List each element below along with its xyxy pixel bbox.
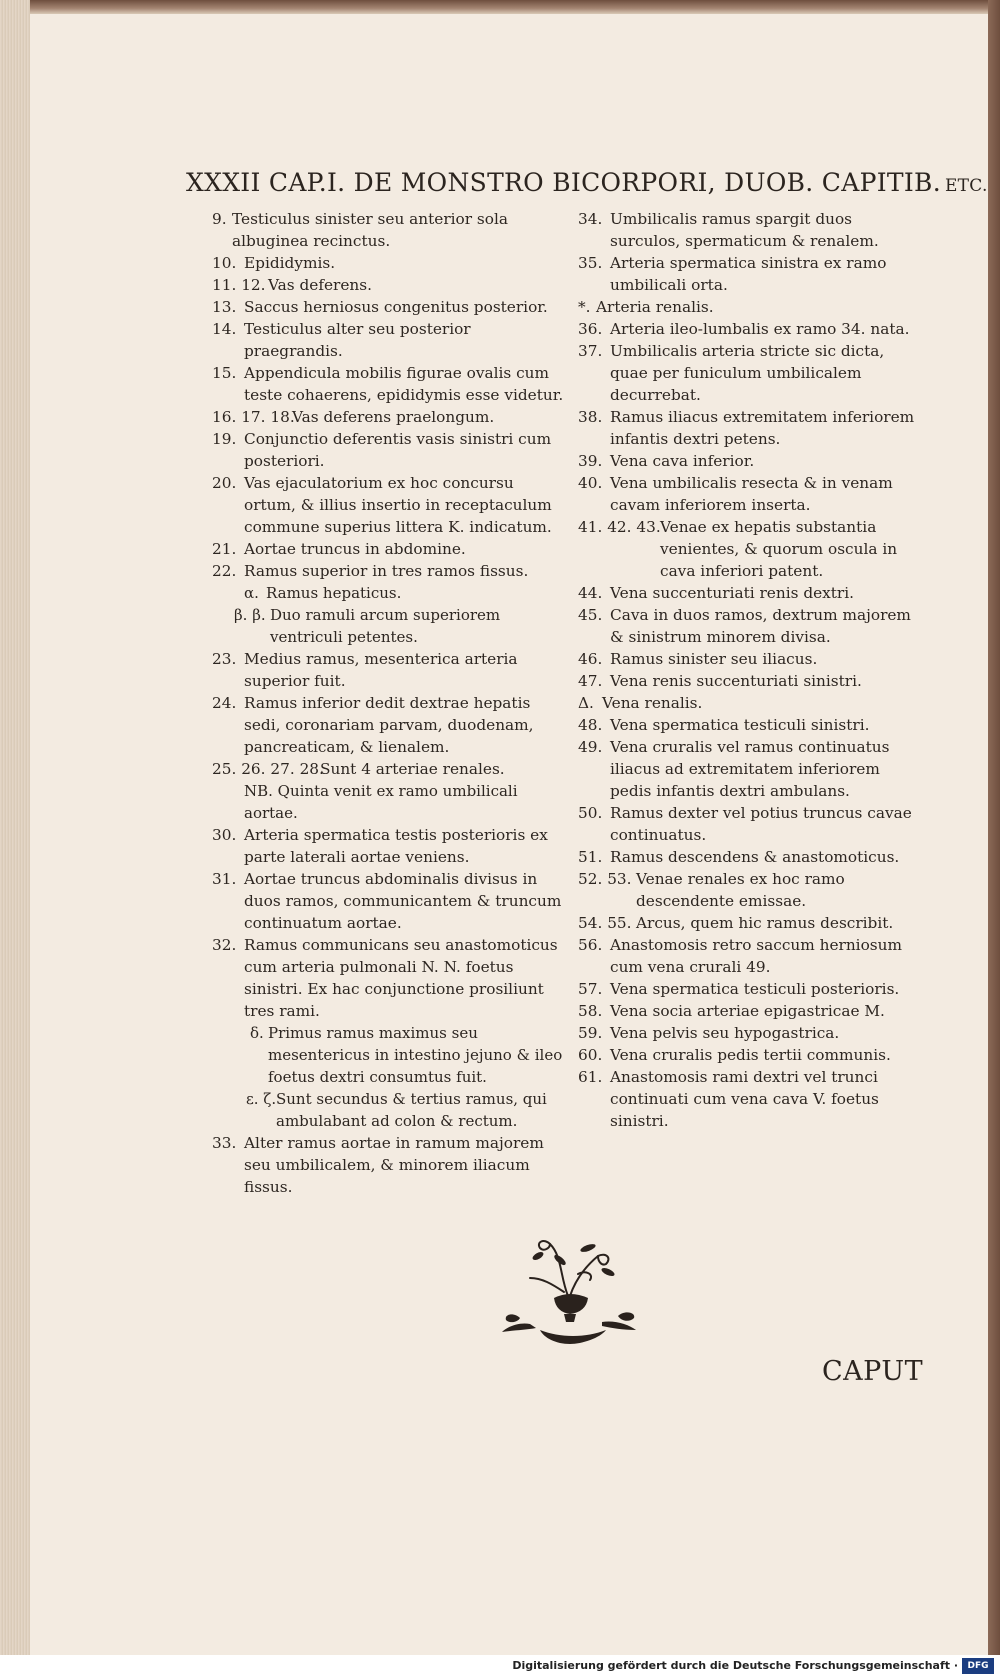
legend-entry <box>212 252 564 274</box>
entry-number: δ. <box>250 1024 264 1042</box>
entry-text: Duo ramuli arcum superiorem ventriculi petentes. <box>270 606 501 646</box>
legend-entry <box>578 604 923 648</box>
header-title: XXXII CAP.I. DE MONSTRO BICORPORI, DUOB. CAPITIB. <box>186 168 941 197</box>
entry-text: Ramus superior in tres ramos fissus. <box>244 562 529 580</box>
legend-entry <box>578 934 923 978</box>
running-header <box>186 168 988 197</box>
entry-text: Arteria renalis. <box>596 298 714 316</box>
entry-number: 48. <box>578 716 603 734</box>
legend-entry <box>212 208 564 252</box>
entry-text: Cava in duos ramos, dextrum majorem & sinistrum minorem divisa. <box>610 606 911 646</box>
entry-number: β. β. <box>234 606 266 624</box>
entry-number: 50. <box>578 804 603 822</box>
entry-text: Testiculus alter seu posterior praegrandis. <box>244 320 471 360</box>
entry-text: Ramus inferior dedit dextrae hepatis sedi, coronariam parvam, duodenam, pancreaticam, & lienalem. <box>244 694 534 756</box>
entry-number: 47. <box>578 672 603 690</box>
entry-number: 51. <box>578 848 603 866</box>
entry-text: Vena umbilicalis resecta & in venam cavam inferiorem inserta. <box>610 474 893 514</box>
entry-number: 57. <box>578 980 603 998</box>
legend-entry <box>212 560 564 582</box>
legend-entry <box>578 648 923 670</box>
legend-entry <box>578 208 923 252</box>
entry-text: Aortae truncus abdominalis divisus in duos ramos, communicantem & truncum continuatum aortae. <box>244 870 562 932</box>
book-cover-right <box>988 0 1000 1655</box>
legend-entry <box>578 450 923 472</box>
entry-text: Testiculus sinister seu anterior sola albuginea recinctus. <box>232 210 508 250</box>
legend-subentry <box>212 1022 564 1088</box>
entry-number: 56. <box>578 936 603 954</box>
entry-number: 49. <box>578 738 603 756</box>
vignette-ornament-icon <box>490 1226 650 1346</box>
entry-number: 41. 42. 43. <box>578 518 661 536</box>
entry-number: 38. <box>578 408 603 426</box>
entry-number: 30. <box>212 826 237 844</box>
entry-number: 35. <box>578 254 603 272</box>
entry-text: Vena renis succenturiati sinistri. <box>610 672 862 690</box>
legend-entry <box>578 978 923 1000</box>
entry-text: Aortae truncus in abdomine. <box>244 540 466 558</box>
entry-number: 23. <box>212 650 237 668</box>
legend-entry <box>212 1132 564 1198</box>
entry-text: Saccus herniosus congenitus posterior. <box>244 298 548 316</box>
nota-bene: NB. Quinta venit ex ramo umbilicali aortae. <box>244 782 518 822</box>
legend-entry <box>578 1066 923 1132</box>
entry-number: 25. 26. 27. 28. <box>212 760 324 778</box>
catchword: CAPUT <box>822 1356 924 1387</box>
legend-entry <box>212 362 564 406</box>
entry-number: 16. 17. 18. <box>212 408 295 426</box>
legend-entry <box>578 582 923 604</box>
legend-entry <box>212 758 564 780</box>
entry-text: Anastomosis retro saccum herniosum cum vena crurali 49. <box>610 936 902 976</box>
entry-text: Vena spermatica testiculi posterioris. <box>610 980 900 998</box>
dfg-logo: DFG <box>962 1658 994 1674</box>
legend-entry <box>578 736 923 802</box>
entry-text: Primus ramus maximus seu mesentericus in intestino jejuno & ileo foetus dextri consumtus fuit. <box>268 1024 563 1086</box>
header-etc: ETC. <box>944 176 988 196</box>
entry-text: Alter ramus aortae in ramum majorem seu umbilicalem, & minorem iliacum fissus. <box>244 1134 544 1196</box>
legend-entry <box>578 318 923 340</box>
entry-number: Δ. <box>578 694 594 712</box>
legend-entry <box>578 1000 923 1022</box>
legend-subentry <box>212 1088 564 1132</box>
entry-number: 19. <box>212 430 237 448</box>
entry-number: 40. <box>578 474 603 492</box>
legend-entry <box>578 296 923 318</box>
legend-entry <box>212 428 564 472</box>
entry-number: *. <box>578 298 591 316</box>
legend-entry <box>212 692 564 758</box>
entry-text: Appendicula mobilis figurae ovalis cum teste cohaerens, epididymis esse videtur. <box>244 364 564 404</box>
legend-entry <box>578 472 923 516</box>
footer-credit: Digitalisierung gefördert durch die Deutsche Forschungsgemeinschaft · <box>512 1659 958 1672</box>
entry-text: Ramus iliacus extremitatem inferiorem infantis dextri petens. <box>610 408 915 448</box>
entry-text: Vas deferens praelongum. <box>292 408 495 426</box>
entry-text: Umbilicalis arteria stricte sic dicta, quae per funiculum umbilicalem decurrebat. <box>610 342 885 404</box>
entry-number: 59. <box>578 1024 603 1042</box>
entry-text: Vena renalis. <box>602 694 703 712</box>
legend-entry <box>212 318 564 362</box>
entry-text: Sunt 4 arteriae renales. <box>320 760 505 778</box>
legend-column-right <box>578 208 923 1132</box>
legend-subentry <box>212 604 564 648</box>
entry-text: Ramus descendens & anastomoticus. <box>610 848 900 866</box>
legend-entry <box>578 846 923 868</box>
legend-entry <box>578 252 923 296</box>
entry-text: Vena cruralis pedis tertii communis. <box>610 1046 891 1064</box>
entry-number: 46. <box>578 650 603 668</box>
legend-entry <box>578 912 923 934</box>
entry-number: 34. <box>578 210 603 228</box>
entry-text: Vena spermatica testiculi sinistri. <box>610 716 870 734</box>
entry-text: Venae renales ex hoc ramo descendente emissae. <box>636 870 845 910</box>
entry-number: 58. <box>578 1002 603 1020</box>
legend-entry <box>578 714 923 736</box>
entry-number: 44. <box>578 584 603 602</box>
entry-text: Vas ejaculatorium ex hoc concursu ortum, & illius insertio in receptaculum commune superius littera K. indicatum. <box>244 474 552 536</box>
legend-entry <box>212 868 564 934</box>
entry-number: 31. <box>212 870 237 888</box>
entry-number: 32. <box>212 936 237 954</box>
entry-text: Arteria ileo-lumbalis ex ramo 34. nata. <box>610 320 910 338</box>
entry-text: Vena pelvis seu hypogastrica. <box>610 1024 840 1042</box>
legend-entry <box>212 824 564 868</box>
legend-entry <box>212 648 564 692</box>
entry-number: 13. <box>212 298 237 316</box>
legend-entry <box>578 692 923 714</box>
entry-text: Ramus communicans seu anastomoticus cum arteria pulmonali N. N. foetus sinistri. Ex hac conjunctione prosiliunt tres rami. <box>244 936 558 1020</box>
entry-number: 52. 53. <box>578 870 632 888</box>
entry-text: Ramus dexter vel potius truncus cavae continuatus. <box>610 804 912 844</box>
entry-number: 14. <box>212 320 237 338</box>
entry-number: 15. <box>212 364 237 382</box>
entry-text: Epididymis. <box>244 254 336 272</box>
legend-entry <box>212 274 564 296</box>
entry-number: 22. <box>212 562 237 580</box>
entry-number: 20. <box>212 474 237 492</box>
legend-entry <box>578 340 923 406</box>
entry-text: Ramus sinister seu iliacus. <box>610 650 818 668</box>
entry-number: α. <box>244 584 259 602</box>
legend-entry <box>578 1022 923 1044</box>
legend-entry <box>578 868 923 912</box>
entry-number: 33. <box>212 1134 237 1152</box>
entry-text: Anastomosis rami dextri vel trunci continuati cum vena cava V. foetus sinistri. <box>610 1068 879 1130</box>
legend-entry <box>578 670 923 692</box>
entry-text: Sunt secundus & tertius ramus, qui ambulabant ad colon & rectum. <box>276 1090 547 1130</box>
entry-text: Arteria spermatica testis posterioris ex parte laterali aortae veniens. <box>244 826 548 866</box>
entry-number: 36. <box>578 320 603 338</box>
legend-column-left <box>212 208 564 1198</box>
entry-text: Arteria spermatica sinistra ex ramo umbilicali orta. <box>610 254 887 294</box>
entry-number: 24. <box>212 694 237 712</box>
entry-number: 45. <box>578 606 603 624</box>
legend-entry <box>212 538 564 560</box>
legend-entry <box>578 802 923 846</box>
book-cover-top <box>30 0 988 14</box>
entry-text: Ramus hepaticus. <box>266 584 402 602</box>
entry-text: Vena succenturiati renis dextri. <box>610 584 855 602</box>
legend-entry <box>578 1044 923 1066</box>
legend-entry <box>578 406 923 450</box>
page-edges <box>0 0 30 1655</box>
legend-entry <box>212 472 564 538</box>
legend-entry <box>212 406 564 428</box>
legend-entry <box>212 934 564 1022</box>
entry-text: Conjunctio deferentis vasis sinistri cum posteriori. <box>244 430 552 470</box>
entry-number: 61. <box>578 1068 603 1086</box>
entry-number: 37. <box>578 342 603 360</box>
entry-number: 10. <box>212 254 237 272</box>
legend-subentry <box>212 582 564 604</box>
entry-text: Vena socia arteriae epigastricae M. <box>610 1002 885 1020</box>
entry-text: Venae ex hepatis substantia venientes, & quorum oscula in cava inferiori patent. <box>660 518 898 580</box>
legend-entry <box>578 516 923 582</box>
entry-number: 39. <box>578 452 603 470</box>
entry-text: Medius ramus, mesenterica arteria superior fuit. <box>244 650 518 690</box>
entry-text: Umbilicalis ramus spargit duos surculos, spermaticum & renalem. <box>610 210 879 250</box>
entry-number: 21. <box>212 540 237 558</box>
entry-text: Arcus, quem hic ramus describit. <box>636 914 894 932</box>
entry-number: 54. 55. <box>578 914 632 932</box>
entry-text: Vena cava inferior. <box>610 452 755 470</box>
entry-text: Vas deferens. <box>268 276 372 294</box>
legend-entry <box>212 296 564 318</box>
entry-number: ε. ζ. <box>246 1090 277 1108</box>
entry-text: Vena cruralis vel ramus continuatus iliacus ad extremitatem inferiorem pedis infantis dextri ambulans. <box>610 738 890 800</box>
entry-number: 11. 12. <box>212 276 266 294</box>
digitization-footer <box>0 1655 1000 1678</box>
entry-number: 60. <box>578 1046 603 1064</box>
entry-number: 9. <box>212 210 227 228</box>
